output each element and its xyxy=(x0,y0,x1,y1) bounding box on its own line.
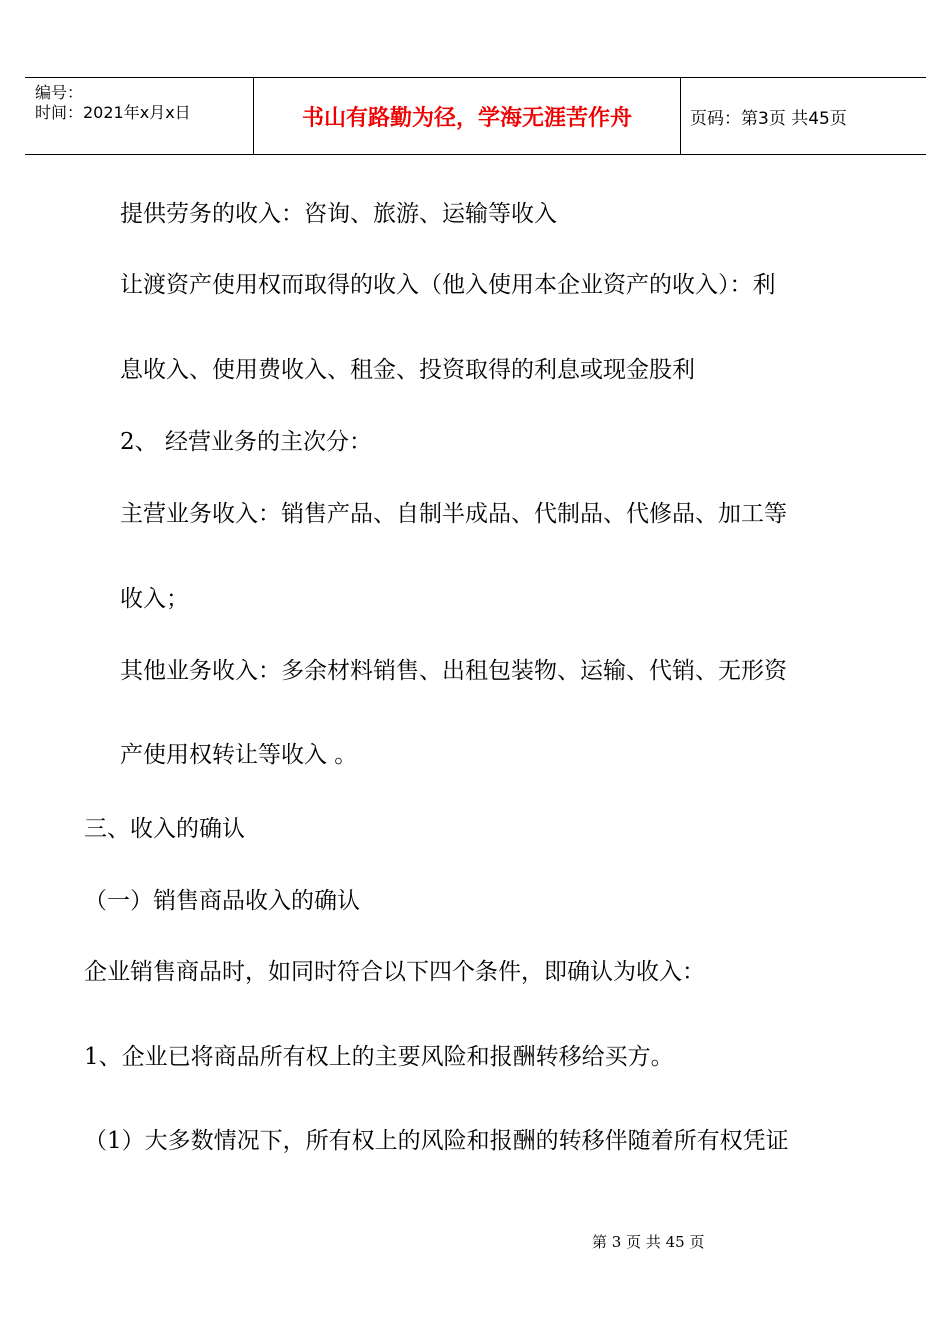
body-line: 其他业务收入：多余材料销售、出租包装物、运输、代销、无形资 xyxy=(120,658,787,684)
subsection-heading: （一）销售商品收入的确认 xyxy=(84,888,360,914)
body-line: 2、 经营业务的主次分： xyxy=(120,429,372,455)
body-line: 企业销售商品时，如同时符合以下四个条件，即确认为收入： xyxy=(84,959,705,985)
header-page-info: 页码：第3页 共45页 xyxy=(690,108,847,129)
body-line: 主营业务收入：销售产品、自制半成品、代制品、代修品、加工等 xyxy=(120,501,787,527)
document-time-label: 时间：2021年x月x日 xyxy=(35,103,191,122)
body-line: 让渡资产使用权而取得的收入（他入使用本企业资产的收入）：利 xyxy=(120,272,776,298)
document-number-label: 编号： xyxy=(35,83,84,102)
page-footer: 第 3 页 共 45 页 xyxy=(592,1233,705,1251)
header-slogan-cell xyxy=(254,78,681,154)
body-line: 提供劳务的收入：咨询、旅游、运输等收入 xyxy=(120,201,557,227)
body-line: 收入； xyxy=(120,586,189,612)
body-line: 1、企业已将商品所有权上的主要风险和报酬转移给买方。 xyxy=(84,1044,674,1070)
header-slogan: 书山有路勤为径，学海无涯苦作舟 xyxy=(301,105,632,131)
header-meta-cell xyxy=(25,78,254,154)
header-page-cell xyxy=(681,78,926,154)
section-heading: 三、收入的确认 xyxy=(84,816,245,842)
body-line: （1）大多数情况下，所有权上的风险和报酬的转移伴随着所有权凭证 xyxy=(84,1128,789,1154)
body-line: 产使用权转让等收入 。 xyxy=(120,742,358,768)
body-line: 息收入、使用费收入、租金、投资取得的利息或现金股利 xyxy=(120,357,695,383)
page-header xyxy=(25,77,926,155)
